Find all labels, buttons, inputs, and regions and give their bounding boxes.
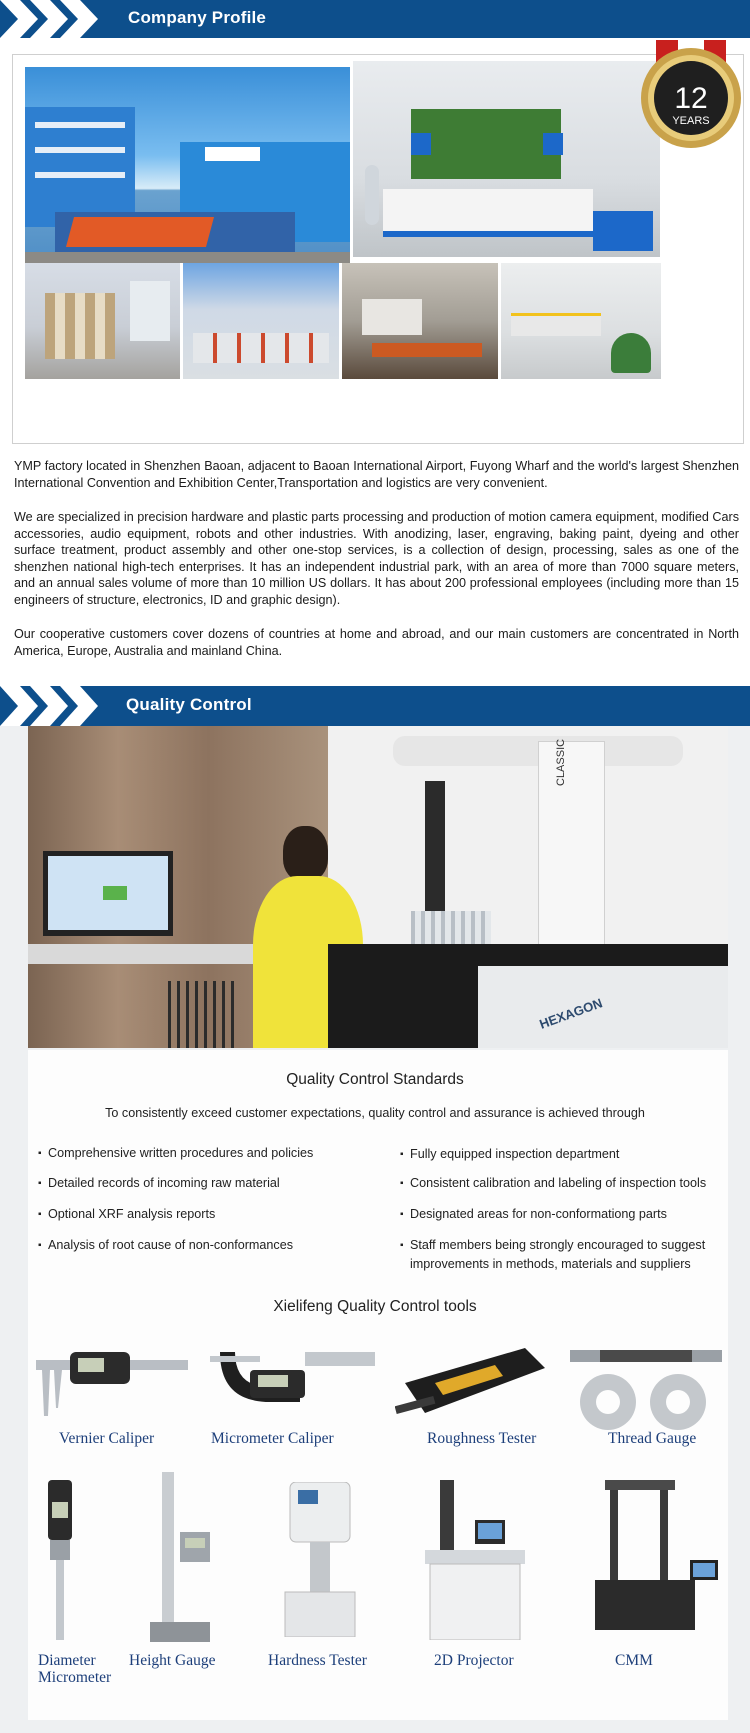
standard-item: ▪ Detailed records of incoming raw material [48,1174,280,1193]
factory-photo-collage [12,54,744,444]
standards-subtitle: To consistently exceed customer expectations, quality control and assurance is achieved through [105,1106,645,1120]
factory-exterior-photo [25,67,350,263]
badge-number: 12 [674,82,708,115]
machine-model-label: CLASSIC [555,738,567,786]
cmm-inspection-photo [28,726,728,1048]
profile-paragraph-1: YMP factory located in Shenzhen Baoan, adjacent to Baoan International Airport, Fuyong Wharf and the world's largest Shenzhen International Convention and Exhibition Center,Transportation and logistics are very convenient. [14,459,739,490]
thread-gauge-icon [570,1342,722,1432]
standard-item: ▪ Analysis of root cause of non-conformances [48,1236,293,1255]
reception-photo [353,61,660,257]
machine-brand-label: HEXAGON [537,995,605,1032]
standard-item: ▪ Consistent calibration and labeling of inspection tools [410,1174,706,1193]
standard-item: ▪ Fully equipped inspection department [410,1145,619,1164]
quality-control-banner [0,686,750,726]
standard-item: ▪ Designated areas for non-conformationg parts [410,1205,667,1224]
meeting-room-photo [342,263,498,379]
standards-title: Quality Control Standards [286,1071,464,1088]
tool-label-hardness-tester: Hardness Tester [268,1652,367,1669]
micrometer-caliper-icon [210,1342,380,1422]
standard-item: ▪ Staff members being strongly encouraged to suggest improvements in methods, materials and suppliers [410,1236,728,1274]
tool-label-diameter-micrometer: Diameter Micrometer [38,1652,112,1686]
2d-projector-icon [420,1480,540,1640]
badge-word: YEARS [672,115,710,127]
company-profile-banner [0,0,750,38]
height-gauge-icon [150,1472,220,1642]
hardness-tester-icon [280,1482,360,1637]
chevrons-icon [0,0,110,38]
showroom-photo [25,263,180,379]
tool-label-cmm: CMM [615,1652,653,1669]
chevrons-icon [0,686,110,726]
standard-item: ▪ Comprehensive written procedures and policies [48,1144,313,1163]
tool-label-thread-gauge: Thread Gauge [608,1430,697,1447]
standard-item: ▪ Optional XRF analysis reports [48,1205,215,1224]
quality-control-title: Quality Control [126,695,252,714]
company-profile-title: Company Profile [128,8,267,27]
twelve-years-badge [636,40,746,150]
tool-label-roughness-tester: Roughness Tester [427,1430,537,1447]
workstation-photo [501,263,661,379]
tool-label-vernier-caliper: Vernier Caliper [59,1430,155,1447]
vernier-caliper-icon [36,1338,188,1428]
profile-paragraph-2: We are specialized in precision hardware and plastic parts processing and production of motion camera equipment, modified Cars accessories, audio equipment, robots and other industries. With anodizing, laser, engraving, baking paint, dyeing and other surface treatment, product assembly and other one-stop services, is a collection of design, processing, sales as one of the shenzhen national high-tech enterprises. It has an independent industrial park, with an area of more than 7000 square meters, and an annual sales volume of more than 10 million US dollars. It has about 200 professional employees (including more than 15 engineers of structure, electronics, ID and graphic design). [14,510,739,607]
cmm-icon [590,1480,730,1640]
office-photo [183,263,339,379]
roughness-tester-icon [395,1343,555,1423]
tool-label-micrometer-caliper: Micrometer Caliper [211,1430,334,1447]
tool-label-2d-projector: 2D Projector [434,1652,514,1669]
profile-paragraph-3: Our cooperative customers cover dozens of countries at home and abroad, and our main customers are concentrated in North America, Europe, Australia and mainland China. [14,627,739,658]
tool-label-height-gauge: Height Gauge [129,1652,216,1669]
tools-title: Xielifeng Quality Control tools [273,1298,477,1315]
diameter-micrometer-icon [40,1480,80,1640]
